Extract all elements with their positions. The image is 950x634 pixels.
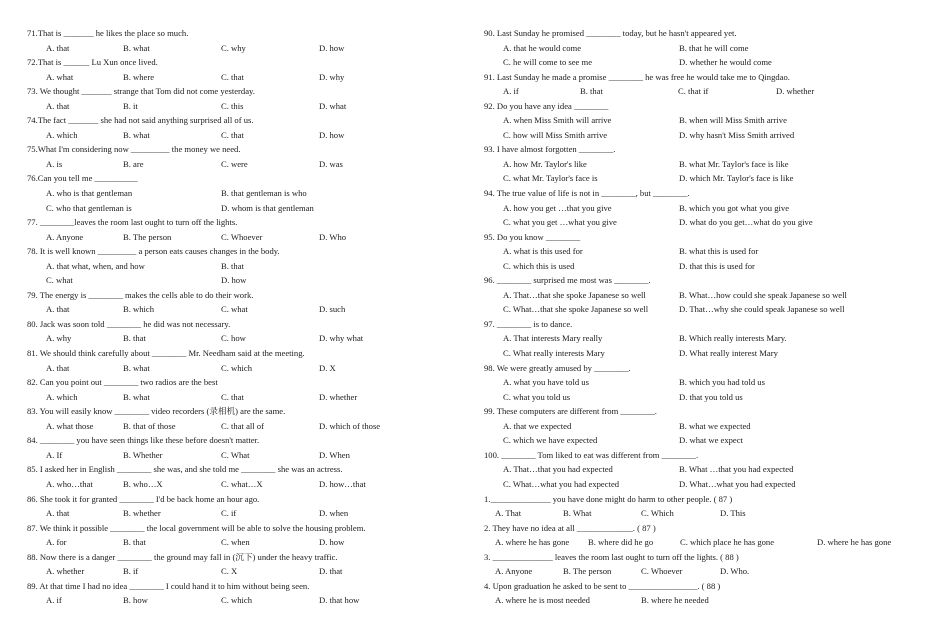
answer-option: C. that if <box>678 86 709 97</box>
question-line <box>484 404 934 419</box>
answer-option: B. The person <box>123 231 172 242</box>
answer-option: B. where he needed <box>641 595 709 606</box>
answer-option: D. what <box>319 100 347 111</box>
question-text: 89. At that time I had no idea ________ I could hand it to him without being seen. <box>27 580 310 591</box>
answer-option: C. that <box>221 391 244 402</box>
answer-option: C. which we have expected <box>503 435 598 446</box>
question-line <box>27 55 447 70</box>
options-line <box>484 201 934 216</box>
answer-option: A. if <box>46 595 62 606</box>
answer-option: C. Whoever <box>221 231 263 242</box>
question-text: 95. Do you know ________ <box>484 231 581 242</box>
question-text: 76.Can you tell me __________ <box>27 173 138 184</box>
question-line <box>484 317 934 332</box>
answer-option: C. that <box>221 71 244 82</box>
answer-option: C. what you told us <box>503 391 571 402</box>
question-line <box>484 521 934 536</box>
answer-option: D. What really interest Mary <box>679 348 778 359</box>
question-line <box>484 579 934 594</box>
options-line <box>484 84 934 99</box>
answer-option: D. which of those <box>319 420 381 431</box>
question-line <box>27 433 447 448</box>
question-line <box>484 492 934 507</box>
options-line <box>484 171 934 186</box>
question-line <box>27 404 447 419</box>
answer-option: B. where did he go <box>588 537 654 548</box>
question-line <box>484 142 934 157</box>
answer-option: B. what <box>123 129 150 140</box>
answer-option: D. What…what you had expected <box>679 478 796 489</box>
question-line <box>27 521 447 536</box>
answer-option: D. whom is that gentleman <box>221 202 314 213</box>
answer-option: D. whether <box>776 86 815 97</box>
answer-option: B. that he will come <box>679 42 749 53</box>
answer-option: B. which you had told us <box>679 377 765 388</box>
question-line <box>27 26 447 41</box>
answer-option: A. how Mr. Taylor's like <box>503 158 587 169</box>
answer-option: C. why <box>221 42 246 53</box>
question-text: 73. We thought _______ strange that Tom did not come yesterday. <box>27 86 255 97</box>
answer-option: C. how <box>221 333 246 344</box>
answer-option: C. that <box>221 129 244 140</box>
options-line <box>484 346 934 361</box>
answer-option: D. When <box>319 449 350 460</box>
question-text: 91. Last Sunday he made a promise ________ he was free he would take me to Qingdao. <box>484 71 790 82</box>
question-line <box>27 317 447 332</box>
answer-option: A. which <box>46 129 78 140</box>
answer-option: B. what this is used for <box>679 246 759 257</box>
answer-option: C. how will Miss Smith arrive <box>503 129 608 140</box>
question-text: 85. I asked her in English ________ she was, and she told me ________ she was an actress. <box>27 464 343 475</box>
answer-option: D. that you told us <box>679 391 743 402</box>
answer-option: B. what Mr. Taylor's face is like <box>679 158 789 169</box>
options-line <box>484 433 934 448</box>
options-line <box>484 535 934 550</box>
options-line <box>484 41 934 56</box>
question-text: 100. ________ Tom liked to eat was different from ________. <box>484 449 699 460</box>
answer-option: D. which Mr. Taylor's face is like <box>679 173 794 184</box>
answer-option: A. that <box>46 362 70 373</box>
question-text: 75.What I'm considering now _________ the money we need. <box>27 144 241 155</box>
answer-option: D. X <box>319 362 336 373</box>
options-line <box>484 302 934 317</box>
answer-option: B. that gentleman is who <box>221 188 307 199</box>
options-line <box>27 564 447 579</box>
options-line <box>484 593 934 608</box>
answer-option: A. how you get …that you give <box>503 202 612 213</box>
right-question-column <box>484 26 934 608</box>
answer-option: B. when will Miss Smith arrive <box>679 115 787 126</box>
question-line <box>484 550 934 565</box>
answer-option: D. how…that <box>319 478 366 489</box>
answer-option: A. that he would come <box>503 42 582 53</box>
answer-option: C. Whoever <box>641 566 683 577</box>
options-line <box>27 186 447 201</box>
answer-option: C. what you get …what you give <box>503 217 617 228</box>
answer-option: C. what <box>46 275 73 286</box>
question-text: 92. Do you have any idea ________ <box>484 100 609 111</box>
answer-option: D. Who <box>319 231 347 242</box>
options-line <box>27 535 447 550</box>
answer-option: A. what those <box>46 420 94 431</box>
question-text: 83. You will easily know ________ video recorders (录相机) are the same. <box>27 406 286 417</box>
options-line <box>27 419 447 434</box>
answer-option: D. why hasn't Miss Smith arrived <box>679 129 795 140</box>
options-line <box>27 331 447 346</box>
answer-option: D. how <box>319 129 345 140</box>
question-line <box>484 99 934 114</box>
options-line <box>484 288 934 303</box>
answer-option: C. when <box>221 537 250 548</box>
answer-option: D. Who. <box>720 566 750 577</box>
options-line <box>484 506 934 521</box>
answer-option: C. Which <box>641 508 674 519</box>
answer-option: B. that <box>123 537 146 548</box>
question-text: 2. They have no idea at all _____________. ( 87 ) <box>484 522 656 533</box>
answer-option: B. which you got what you give <box>679 202 790 213</box>
answer-option: B. what <box>123 42 150 53</box>
question-text: 72.That is ______ Lu Xun once lived. <box>27 57 158 68</box>
answer-option: B. Which really interests Mary. <box>679 333 787 344</box>
question-line <box>27 375 447 390</box>
answer-option: C. X <box>221 566 238 577</box>
question-text: 88. Now there is a danger ________ the ground may fall in (沉下) under the heavy traffic. <box>27 551 338 562</box>
question-text: 90. Last Sunday he promised ________ today, but he hasn't appeared yet. <box>484 28 737 38</box>
answer-option: A. if <box>503 86 519 97</box>
answer-option: B. which <box>123 304 155 315</box>
answer-option: B. how <box>123 595 148 606</box>
question-text: 78. It is well known _________ a person eats causes changes in the body. <box>27 246 280 257</box>
question-line <box>27 215 447 230</box>
options-line <box>27 477 447 492</box>
question-line <box>27 346 447 361</box>
question-line <box>484 448 934 463</box>
question-text: 97. ________ is to dance. <box>484 318 573 329</box>
answer-option: B. that <box>580 86 603 97</box>
answer-option: A. who is that gentleman <box>46 188 133 199</box>
question-text: 1.______________ you have done might do harm to other people. ( 87 ) <box>484 493 733 504</box>
question-text: 98. We were greatly amused by ________. <box>484 362 631 373</box>
options-line <box>484 128 934 143</box>
options-line <box>27 99 447 114</box>
question-line <box>27 550 447 565</box>
options-line <box>484 259 934 274</box>
answer-option: D. why what <box>319 333 364 344</box>
answer-option: C. who that gentleman is <box>46 202 132 213</box>
options-line <box>27 361 447 376</box>
answer-option: A. that <box>46 304 70 315</box>
question-line <box>27 84 447 99</box>
question-text: 79. The energy is ________ makes the cells able to do their work. <box>27 289 254 300</box>
answer-option: A. who…that <box>46 478 93 489</box>
answer-option: D. how <box>319 537 345 548</box>
answer-option: B. whether <box>123 508 161 519</box>
answer-option: B. that <box>221 260 244 271</box>
answer-option: A. If <box>46 449 63 460</box>
question-text: 74.The fact _______ she had not said anything surprised all of us. <box>27 115 254 126</box>
question-text: 80. Jack was soon told ________ he did was not necessary. <box>27 318 231 329</box>
answer-option: D. what we expect <box>679 435 743 446</box>
question-text: 77. ________leaves the room last ought to turn off the lights. <box>27 217 238 228</box>
answer-option: D. that this is used for <box>679 260 755 271</box>
answer-option: A. That…that you had expected <box>503 464 613 475</box>
question-text: 96. ________ surprised me most was ________. <box>484 275 651 286</box>
answer-option: C. if <box>221 508 237 519</box>
question-line <box>27 288 447 303</box>
question-line <box>484 70 934 85</box>
answer-option: B. it <box>123 100 138 111</box>
answer-option: C. what…X <box>221 478 263 489</box>
options-line <box>27 593 447 608</box>
answer-option: A. that what, when, and how <box>46 260 145 271</box>
answer-option: A. Anyone <box>495 566 533 577</box>
question-text: 93. I have almost forgotten ________. <box>484 144 616 155</box>
answer-option: D. how <box>319 42 345 53</box>
answer-option: A. for <box>46 537 67 548</box>
options-line <box>484 390 934 405</box>
answer-option: D. that <box>319 566 343 577</box>
options-line <box>27 201 447 216</box>
answer-option: B. What …that you had expected <box>679 464 794 475</box>
question-text: 4. Upon graduation he asked to be sent to ________________. ( 88 ) <box>484 580 721 591</box>
answer-option: D. how <box>221 275 247 286</box>
answer-option: D. such <box>319 304 346 315</box>
answer-option: A. is <box>46 158 63 169</box>
answer-option: A. where he is most needed <box>495 595 590 606</box>
answer-option: C. which <box>221 362 253 373</box>
options-line <box>484 244 934 259</box>
question-line <box>27 492 447 507</box>
options-line <box>27 157 447 172</box>
answer-option: C. he will come to see me <box>503 57 593 68</box>
answer-option: A. Anyone <box>46 231 84 242</box>
answer-option: B. are <box>123 158 144 169</box>
answer-option: C. which place he has gone <box>680 537 775 548</box>
answer-option: C. What…that she spoke Japanese so well <box>503 304 649 315</box>
options-line <box>27 302 447 317</box>
answer-option: B. if <box>123 566 139 577</box>
answer-option: D. whether he would come <box>679 57 772 68</box>
question-line <box>27 579 447 594</box>
answer-option: A. That <box>495 508 522 519</box>
answer-option: A. when Miss Smith will arrive <box>503 115 612 126</box>
options-line <box>27 128 447 143</box>
answer-option: A. whether <box>46 566 85 577</box>
question-text: 99. These computers are different from ________. <box>484 406 657 417</box>
question-line <box>27 113 447 128</box>
question-line <box>27 142 447 157</box>
answer-option: B. what we expected <box>679 420 751 431</box>
answer-option: A. that <box>46 42 70 53</box>
answer-option: D. This <box>720 508 746 519</box>
question-line <box>484 273 934 288</box>
answer-option: B. What <box>563 508 592 519</box>
question-text: 82. Can you point out ________ two radios are the best <box>27 377 218 388</box>
answer-option: C. what Mr. Taylor's face is <box>503 173 598 184</box>
left-question-column <box>27 26 447 608</box>
question-text: 81. We should think carefully about ________ Mr. Needham said at the meeting. <box>27 348 305 359</box>
answer-option: B. who…X <box>123 478 163 489</box>
options-line <box>27 390 447 405</box>
question-line <box>484 186 934 201</box>
answer-option: B. What…how could she speak Japanese so well <box>679 289 847 300</box>
options-line <box>484 419 934 434</box>
answer-option: C. what <box>221 304 248 315</box>
options-line <box>484 477 934 492</box>
answer-option: A. why <box>46 333 72 344</box>
answer-option: B. Whether <box>123 449 163 460</box>
question-text: 84. ________ you have seen things like these before doesn't matter. <box>27 435 260 446</box>
answer-option: D. when <box>319 508 349 519</box>
options-line <box>27 448 447 463</box>
answer-option: D. why <box>319 71 345 82</box>
options-line <box>27 259 447 274</box>
answer-option: D. what do you get…what do you give <box>679 217 813 228</box>
options-line <box>484 375 934 390</box>
question-line <box>27 244 447 259</box>
question-text: 3. ______________ leaves the room last ought to turn off the lights. ( 88 ) <box>484 551 739 562</box>
answer-option: A. that we expected <box>503 420 572 431</box>
answer-option: A. where he has gone <box>495 537 570 548</box>
question-text: 94. The true value of life is not in ________, but ________. <box>484 188 690 199</box>
question-line <box>27 462 447 477</box>
question-line <box>27 171 447 186</box>
answer-option: D. that how <box>319 595 360 606</box>
answer-option: B. what <box>123 391 150 402</box>
options-line <box>484 215 934 230</box>
question-text: 87. We think it possible ________ the local government will be able to solve the housing problem. <box>27 522 366 533</box>
answer-option: D. where he has gone <box>817 537 892 548</box>
answer-option: D. was <box>319 158 343 169</box>
options-line <box>484 462 934 477</box>
question-text: 86. She took it for granted ________ I'd be back home an hour ago. <box>27 493 260 504</box>
answer-option: B. what <box>123 362 150 373</box>
question-line <box>484 26 934 41</box>
options-line <box>27 273 447 288</box>
answer-option: C. What…what you had expected <box>503 478 620 489</box>
answer-option: D. whether <box>319 391 358 402</box>
question-text: 71.That is _______ he likes the place so much. <box>27 28 189 38</box>
options-line <box>484 113 934 128</box>
options-line <box>484 564 934 579</box>
answer-option: A. that <box>46 100 70 111</box>
options-line <box>27 506 447 521</box>
answer-option: B. that <box>123 333 146 344</box>
answer-option: A. what is this used for <box>503 246 583 257</box>
answer-option: B. that of those <box>123 420 176 431</box>
options-line <box>27 230 447 245</box>
answer-option: C. that all of <box>221 420 264 431</box>
answer-option: C. this <box>221 100 244 111</box>
answer-option: A. That…that she spoke Japanese so well <box>503 289 646 300</box>
answer-option: C. What really interests Mary <box>503 348 605 359</box>
options-line <box>484 331 934 346</box>
answer-option: A. that <box>46 508 70 519</box>
answer-option: B. where <box>123 71 155 82</box>
options-line <box>27 70 447 85</box>
answer-option: C. which this is used <box>503 260 575 271</box>
answer-option: D. That…why she could speak Japanese so well <box>679 304 845 315</box>
question-line <box>484 361 934 376</box>
answer-option: A. which <box>46 391 78 402</box>
question-line <box>484 230 934 245</box>
answer-option: C. which <box>221 595 253 606</box>
options-line <box>484 157 934 172</box>
answer-option: A. what <box>46 71 74 82</box>
answer-option: B. The person <box>563 566 612 577</box>
answer-option: C. What <box>221 449 250 460</box>
options-line <box>27 41 447 56</box>
answer-option: A. what you have told us <box>503 377 589 388</box>
answer-option: A. That interests Mary really <box>503 333 603 344</box>
options-line <box>484 55 934 70</box>
answer-option: C. were <box>221 158 248 169</box>
